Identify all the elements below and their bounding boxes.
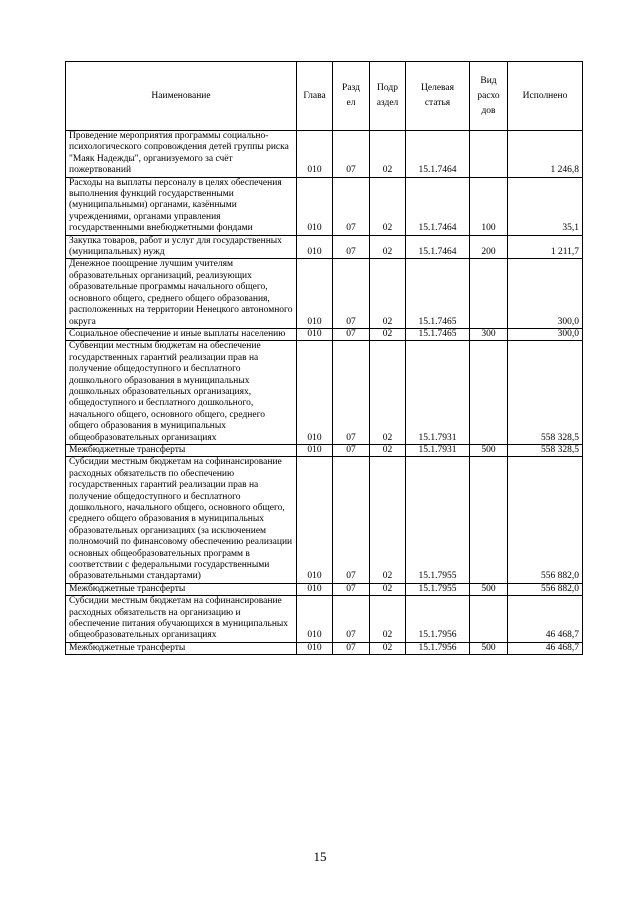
cell-expense-type: 100: [470, 177, 508, 235]
cell-target: 15.1.7931: [406, 444, 470, 456]
cell-expense-type: 500: [470, 642, 508, 654]
cell-name: Расходы на выплаты персоналу в целях обеспечения выполнения функций государственными (муниципальными) органами, казёнными учреждениями, органами управления государственными внебюджетными фондами: [66, 177, 297, 235]
cell-chapter: 010: [297, 131, 333, 178]
cell-chapter: 010: [297, 583, 333, 595]
cell-target: 15.1.7464: [406, 177, 470, 235]
table-row: [66, 328, 583, 340]
cell-expense-type: 500: [470, 583, 508, 595]
cell-executed: 46 468,7: [508, 596, 583, 643]
cell-chapter: 010: [297, 328, 333, 340]
cell-chapter: 010: [297, 259, 333, 328]
cell-name: Межбюджетные трансферты: [66, 583, 297, 595]
header-executed: Исполнено: [508, 62, 583, 131]
table-body: [66, 131, 583, 655]
cell-chapter: 010: [297, 341, 333, 445]
cell-executed: 300,0: [508, 328, 583, 340]
cell-section: 07: [333, 259, 370, 328]
cell-expense-type: 300: [470, 328, 508, 340]
cell-target: 15.1.7956: [406, 642, 470, 654]
cell-target: 15.1.7956: [406, 596, 470, 643]
cell-expense-type: [470, 259, 508, 328]
cell-name: Субсидии местным бюджетам на софинансирование расходных обязательств на организацию и обеспечение питания обучающихся в муниципальных общеобразовательных организациях: [66, 596, 297, 643]
cell-name: Закупка товаров, работ и услуг для государственных (муниципальных) нужд: [66, 235, 297, 259]
cell-subsection: 02: [370, 235, 406, 259]
cell-section: 07: [333, 642, 370, 654]
cell-section: 07: [333, 583, 370, 595]
cell-section: 07: [333, 328, 370, 340]
cell-subsection: 02: [370, 457, 406, 583]
cell-target: 15.1.7955: [406, 457, 470, 583]
cell-executed: 556 882,0: [508, 583, 583, 595]
table-row: [66, 235, 583, 259]
cell-target: 15.1.7955: [406, 583, 470, 595]
cell-chapter: 010: [297, 177, 333, 235]
cell-target: 15.1.7464: [406, 131, 470, 178]
cell-subsection: 02: [370, 131, 406, 178]
cell-subsection: 02: [370, 596, 406, 643]
table-header-row: [66, 62, 583, 131]
header-target: Целевая статья: [406, 62, 470, 131]
cell-section: 07: [333, 457, 370, 583]
cell-section: 07: [333, 596, 370, 643]
header-subsection: Подр аздел: [370, 62, 406, 131]
cell-subsection: 02: [370, 444, 406, 456]
table-row: [66, 177, 583, 235]
cell-expense-type: [470, 341, 508, 445]
cell-subsection: 02: [370, 583, 406, 595]
budget-table: [65, 61, 583, 655]
cell-subsection: 02: [370, 177, 406, 235]
cell-section: 07: [333, 131, 370, 178]
header-chapter: Глава: [297, 62, 333, 131]
table-row: [66, 596, 583, 643]
cell-name: Денежное поощрение лучшим учителям образовательных организаций, реализующих образовательные программы начального общего, основного общего, среднего общего образования, расположенных на территории Ненецкого автономного округа: [66, 259, 297, 328]
cell-subsection: 02: [370, 259, 406, 328]
cell-chapter: 010: [297, 444, 333, 456]
cell-target: 15.1.7465: [406, 259, 470, 328]
cell-executed: 558 328,5: [508, 341, 583, 445]
cell-section: 07: [333, 235, 370, 259]
cell-executed: 556 882,0: [508, 457, 583, 583]
page-number: 15: [313, 849, 327, 864]
cell-chapter: 010: [297, 642, 333, 654]
cell-section: 07: [333, 177, 370, 235]
cell-name: Субсидии местным бюджетам на софинансирование расходных обязательств по обеспечению государственных гарантий реализации прав на получение общедоступного и бесплатного дошкольного, начального общего, основного общего, среднего общего образования в муниципальных образовательных организациях (за исключением полномочий по финансовому обеспечению реализации основных общеобразовательных программ в соответствии с федеральными государственными образовательными стандартами): [66, 457, 297, 583]
table-row: [66, 457, 583, 583]
table-row: [66, 259, 583, 328]
header-section: Разд ел: [333, 62, 370, 131]
cell-name: Субвенции местным бюджетам на обеспечение государственных гарантий реализации прав на получение общедоступного и бесплатного дошкольного образования в муниципальных дошкольных образовательных организациях, общедоступного и бесплатного дошкольного, начального общего, основного общего, среднего общего образования в муниципальных общеобразовательных организациях: [66, 341, 297, 445]
table-row: [66, 583, 583, 595]
cell-name: Социальное обеспечение и иные выплаты населению: [66, 328, 297, 340]
cell-executed: 46 468,7: [508, 642, 583, 654]
cell-name: Проведение мероприятия программы социально-психологического сопровождения детей группы риска "Маяк Надежды", организуемого за счёт пожертвований: [66, 131, 297, 178]
cell-chapter: 010: [297, 235, 333, 259]
cell-subsection: 02: [370, 341, 406, 445]
cell-target: 15.1.7464: [406, 235, 470, 259]
cell-name: Межбюджетные трансферты: [66, 444, 297, 456]
cell-expense-type: 500: [470, 444, 508, 456]
cell-expense-type: [470, 131, 508, 178]
cell-target: 15.1.7931: [406, 341, 470, 445]
table-row: [66, 444, 583, 456]
cell-executed: 300,0: [508, 259, 583, 328]
cell-subsection: 02: [370, 328, 406, 340]
cell-chapter: 010: [297, 596, 333, 643]
cell-chapter: 010: [297, 457, 333, 583]
cell-subsection: 02: [370, 642, 406, 654]
cell-name: Межбюджетные трансферты: [66, 642, 297, 654]
header-name: Наименование: [66, 62, 297, 131]
cell-executed: 1 246,8: [508, 131, 583, 178]
table-row: [66, 131, 583, 178]
cell-target: 15.1.7465: [406, 328, 470, 340]
table-row: [66, 642, 583, 654]
cell-executed: 558 328,5: [508, 444, 583, 456]
cell-expense-type: 200: [470, 235, 508, 259]
cell-expense-type: [470, 596, 508, 643]
table-row: [66, 341, 583, 445]
cell-expense-type: [470, 457, 508, 583]
cell-section: 07: [333, 341, 370, 445]
header-expense-type: Вид расхо дов: [470, 62, 508, 131]
cell-executed: 35,1: [508, 177, 583, 235]
cell-section: 07: [333, 444, 370, 456]
cell-executed: 1 211,7: [508, 235, 583, 259]
